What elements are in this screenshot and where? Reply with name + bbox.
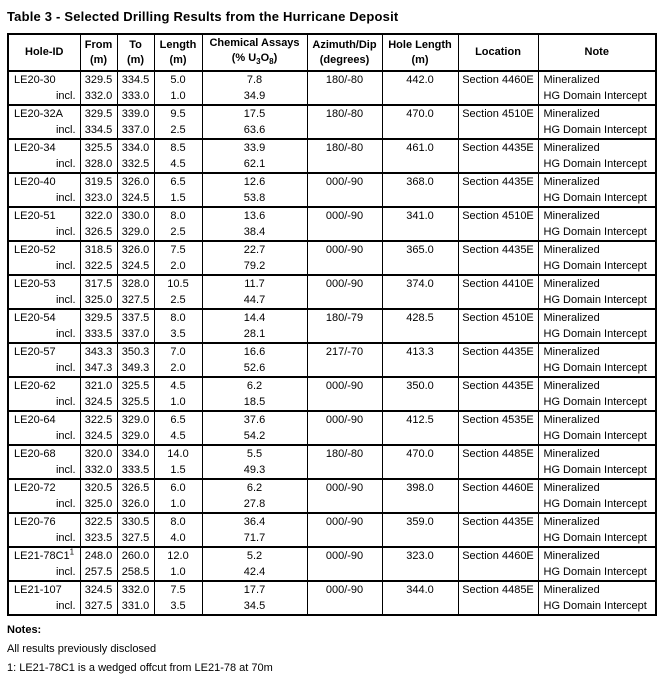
cell-hole-id: [8, 547, 80, 581]
cell-hole-length: 359.0: [382, 513, 458, 547]
cell-from: 343.3 347.3: [80, 343, 117, 377]
cell-hole-id: [8, 513, 80, 547]
table-row: [8, 479, 656, 513]
cell-chemical-assay: 7.8 34.9: [202, 71, 307, 105]
cell-to: 325.5 325.5: [117, 377, 154, 411]
table-row: [8, 411, 656, 445]
incl-label: incl.: [55, 158, 76, 170]
cell-azimuth-dip: 180/-80: [307, 139, 382, 173]
incl-label: incl.: [55, 124, 76, 136]
cell-hole-length: 470.0: [382, 445, 458, 479]
cell-chemical-assay: 13.6 38.4: [202, 207, 307, 241]
cell-hole-length: 428.5: [382, 309, 458, 343]
cell-note: Mineralized HG Domain Intercept: [538, 445, 656, 479]
cell-note: Mineralized HG Domain Intercept: [538, 105, 656, 139]
cell-hole-id: [8, 71, 80, 105]
cell-to: 326.0 324.5: [117, 241, 154, 275]
cell-hole-length: 341.0: [382, 207, 458, 241]
cell-note: Mineralized HG Domain Intercept: [538, 139, 656, 173]
cell-from: 329.5 334.5: [80, 105, 117, 139]
col-header-chemical-assays: Chemical Assays (% $U_3O_8$): [202, 34, 307, 71]
cell-note: Mineralized HG Domain Intercept: [538, 275, 656, 309]
hole-id: LE20-51: [14, 210, 56, 222]
cell-length: 6.5 4.5: [154, 411, 202, 445]
cell-azimuth-dip: 000/-90: [307, 513, 382, 547]
cell-hole-id: [8, 343, 80, 377]
cell-hole-id: [8, 309, 80, 343]
drilling-results-table: [7, 33, 657, 616]
cell-note: Mineralized HG Domain Intercept: [538, 377, 656, 411]
cell-location: Section 4460E: [458, 71, 538, 105]
cell-note: Mineralized HG Domain Intercept: [538, 513, 656, 547]
cell-from: 329.5 333.5: [80, 309, 117, 343]
cell-from: 325.5 328.0: [80, 139, 117, 173]
cell-from: 320.0 332.0: [80, 445, 117, 479]
cell-hole-id: [8, 377, 80, 411]
cell-location: Section 4485E: [458, 445, 538, 479]
incl-label: incl.: [55, 362, 76, 374]
cell-chemical-assay: 12.6 53.8: [202, 173, 307, 207]
cell-location: Section 4435E: [458, 343, 538, 377]
cell-hole-id: [8, 581, 80, 615]
incl-label: incl.: [55, 260, 76, 272]
cell-hole-length: 374.0: [382, 275, 458, 309]
hole-id: LE20-62: [14, 380, 56, 392]
hole-id: LE20-57: [14, 346, 56, 358]
table-row: [8, 547, 656, 581]
table-row: [8, 377, 656, 411]
cell-from: 324.5 327.5: [80, 581, 117, 615]
cell-hole-length: 398.0: [382, 479, 458, 513]
cell-hole-length: 350.0: [382, 377, 458, 411]
header-row: [8, 34, 656, 71]
cell-length: 9.5 2.5: [154, 105, 202, 139]
cell-to: 337.5 337.0: [117, 309, 154, 343]
cell-chemical-assay: 33.9 62.1: [202, 139, 307, 173]
cell-note: Mineralized HG Domain Intercept: [538, 581, 656, 615]
cell-hole-id: [8, 445, 80, 479]
cell-from: 317.5 325.0: [80, 275, 117, 309]
hole-id: LE20-72: [14, 482, 56, 494]
hole-id: LE20-54: [14, 312, 56, 324]
cell-location: Section 4435E: [458, 173, 538, 207]
incl-label: incl.: [55, 226, 76, 238]
cell-hole-length: 442.0: [382, 71, 458, 105]
hole-id: LE21-107: [14, 584, 62, 596]
incl-label: incl.: [55, 90, 76, 102]
incl-label: incl.: [55, 396, 76, 408]
cell-to: 326.5 326.0: [117, 479, 154, 513]
cell-note: Mineralized HG Domain Intercept: [538, 479, 656, 513]
cell-length: 7.0 2.0: [154, 343, 202, 377]
cell-hole-length: 323.0: [382, 547, 458, 581]
cell-location: Section 4510E: [458, 105, 538, 139]
notes-section: [7, 623, 660, 676]
incl-label: incl.: [55, 600, 76, 612]
table-row: [8, 173, 656, 207]
table-row: [8, 241, 656, 275]
cell-azimuth-dip: 180/-80: [307, 445, 382, 479]
cell-length: 8.5 4.5: [154, 139, 202, 173]
table-row: [8, 309, 656, 343]
cell-hole-id: [8, 275, 80, 309]
cell-length: 5.0 1.0: [154, 71, 202, 105]
cell-azimuth-dip: 000/-90: [307, 411, 382, 445]
incl-label: incl.: [55, 294, 76, 306]
cell-hole-id: [8, 411, 80, 445]
cell-location: Section 4460E: [458, 547, 538, 581]
cell-azimuth-dip: 000/-90: [307, 173, 382, 207]
hole-id: LE21-78C1: [14, 550, 70, 562]
cell-location: Section 4460E: [458, 479, 538, 513]
cell-note: Mineralized HG Domain Intercept: [538, 207, 656, 241]
cell-length: 6.0 1.0: [154, 479, 202, 513]
cell-length: 8.0 2.5: [154, 207, 202, 241]
cell-to: 329.0 329.0: [117, 411, 154, 445]
cell-location: Section 4510E: [458, 207, 538, 241]
cell-location: Section 4510E: [458, 309, 538, 343]
cell-length: 8.0 4.0: [154, 513, 202, 547]
cell-to: 330.0 329.0: [117, 207, 154, 241]
cell-azimuth-dip: 000/-90: [307, 581, 382, 615]
col-header-hole-length: Hole Length (m): [382, 34, 458, 71]
table-row: [8, 343, 656, 377]
cell-note: Mineralized HG Domain Intercept: [538, 71, 656, 105]
hole-id: LE20-32A: [14, 108, 63, 120]
incl-label: incl.: [55, 430, 76, 442]
cell-location: Section 4435E: [458, 139, 538, 173]
cell-azimuth-dip: 180/-79: [307, 309, 382, 343]
table-header: [8, 34, 656, 71]
cell-chemical-assay: 5.5 49.3: [202, 445, 307, 479]
cell-to: 332.0 331.0: [117, 581, 154, 615]
cell-hole-id: [8, 139, 80, 173]
table-row: [8, 275, 656, 309]
cell-azimuth-dip: 000/-90: [307, 241, 382, 275]
incl-label: incl.: [55, 532, 76, 544]
col-header-to: To (m): [117, 34, 154, 71]
cell-chemical-assay: 22.7 79.2: [202, 241, 307, 275]
cell-to: 260.0 258.5: [117, 547, 154, 581]
cell-to: 350.3 349.3: [117, 343, 154, 377]
table-row: [8, 105, 656, 139]
cell-note: Mineralized HG Domain Intercept: [538, 547, 656, 581]
cell-hole-length: 344.0: [382, 581, 458, 615]
cell-hole-id: [8, 207, 80, 241]
cell-note: Mineralized HG Domain Intercept: [538, 173, 656, 207]
cell-azimuth-dip: 000/-90: [307, 377, 382, 411]
footnote-marker: 1: [69, 547, 75, 557]
cell-to: 334.0 333.5: [117, 445, 154, 479]
col-header-hole-id: Hole-ID: [8, 34, 80, 71]
cell-from: 320.5 325.0: [80, 479, 117, 513]
cell-length: 7.5 3.5: [154, 581, 202, 615]
cell-chemical-assay: 6.2 27.8: [202, 479, 307, 513]
cell-to: 339.0 337.0: [117, 105, 154, 139]
table-row: [8, 139, 656, 173]
cell-hole-id: [8, 479, 80, 513]
col-header-length: Length (m): [154, 34, 202, 71]
col-header-azimuth-dip: Azimuth/Dip (degrees): [307, 34, 382, 71]
col-header-note: Note: [538, 34, 656, 71]
incl-label: incl.: [55, 566, 76, 578]
cell-chemical-assay: 36.4 71.7: [202, 513, 307, 547]
hole-id: LE20-34: [14, 142, 56, 154]
cell-note: Mineralized HG Domain Intercept: [538, 309, 656, 343]
cell-azimuth-dip: 180/-80: [307, 71, 382, 105]
cell-length: 12.0 1.0: [154, 547, 202, 581]
cell-to: 326.0 324.5: [117, 173, 154, 207]
hole-id: LE20-52: [14, 244, 56, 256]
cell-length: 8.0 3.5: [154, 309, 202, 343]
hole-id: LE20-76: [14, 516, 56, 528]
cell-location: Section 4485E: [458, 581, 538, 615]
cell-hole-length: 461.0: [382, 139, 458, 173]
cell-azimuth-dip: 000/-90: [307, 207, 382, 241]
cell-from: 322.0 326.5: [80, 207, 117, 241]
cell-hole-length: 470.0: [382, 105, 458, 139]
cell-from: 329.5 332.0: [80, 71, 117, 105]
incl-label: incl.: [55, 328, 76, 340]
cell-azimuth-dip: 000/-90: [307, 479, 382, 513]
cell-length: 7.5 2.0: [154, 241, 202, 275]
cell-from: 322.5 324.5: [80, 411, 117, 445]
cell-location: Section 4435E: [458, 377, 538, 411]
cell-location: Section 4435E: [458, 513, 538, 547]
notes-heading: Notes:: [7, 624, 42, 636]
cell-azimuth-dip: 180/-80: [307, 105, 382, 139]
cell-azimuth-dip: 000/-90: [307, 275, 382, 309]
cell-from: 321.0 324.5: [80, 377, 117, 411]
cell-hole-id: [8, 173, 80, 207]
col-header-from: From (m): [80, 34, 117, 71]
hole-id: LE20-40: [14, 176, 56, 188]
cell-from: 319.5 323.0: [80, 173, 117, 207]
cell-from: 322.5 323.5: [80, 513, 117, 547]
cell-hole-length: 368.0: [382, 173, 458, 207]
cell-location: Section 4535E: [458, 411, 538, 445]
table-row: [8, 513, 656, 547]
cell-length: 4.5 1.0: [154, 377, 202, 411]
hole-id: LE20-53: [14, 278, 56, 290]
page-title: Table 3 - Selected Drilling Results from the Hurricane Deposit: [7, 9, 399, 24]
hole-id: LE20-64: [14, 414, 56, 426]
cell-to: 334.5 333.0: [117, 71, 154, 105]
table-row: [8, 207, 656, 241]
incl-label: incl.: [55, 498, 76, 510]
cell-note: Mineralized HG Domain Intercept: [538, 411, 656, 445]
table-row: [8, 445, 656, 479]
cell-chemical-assay: 17.7 34.5: [202, 581, 307, 615]
table-row: [8, 71, 656, 105]
hole-id: LE20-30: [14, 74, 56, 86]
cell-azimuth-dip: 000/-90: [307, 547, 382, 581]
cell-hole-id: [8, 105, 80, 139]
cell-note: Mineralized HG Domain Intercept: [538, 241, 656, 275]
cell-from: 248.0 257.5: [80, 547, 117, 581]
cell-chemical-assay: 6.2 18.5: [202, 377, 307, 411]
cell-chemical-assay: 16.6 52.6: [202, 343, 307, 377]
cell-azimuth-dip: 217/-70: [307, 343, 382, 377]
cell-location: Section 4410E: [458, 275, 538, 309]
incl-label: incl.: [55, 192, 76, 204]
cell-chemical-assay: 17.5 63.6: [202, 105, 307, 139]
cell-note: Mineralized HG Domain Intercept: [538, 343, 656, 377]
cell-location: Section 4435E: [458, 241, 538, 275]
incl-label: incl.: [55, 464, 76, 476]
table-row: [8, 581, 656, 615]
cell-chemical-assay: 5.2 42.4: [202, 547, 307, 581]
cell-length: 14.0 1.5: [154, 445, 202, 479]
cell-to: 328.0 327.5: [117, 275, 154, 309]
cell-length: 10.5 2.5: [154, 275, 202, 309]
cell-length: 6.5 1.5: [154, 173, 202, 207]
col-header-location: Location: [458, 34, 538, 71]
cell-to: 330.5 327.5: [117, 513, 154, 547]
table-body: [8, 71, 656, 615]
cell-hole-length: 413.3: [382, 343, 458, 377]
cell-chemical-assay: 37.6 54.2: [202, 411, 307, 445]
cell-hole-id: [8, 241, 80, 275]
cell-chemical-assay: 14.4 28.1: [202, 309, 307, 343]
note-line-1: All results previously disclosed: [7, 643, 157, 655]
cell-from: 318.5 322.5: [80, 241, 117, 275]
cell-to: 334.0 332.5: [117, 139, 154, 173]
cell-chemical-assay: 11.7 44.7: [202, 275, 307, 309]
cell-hole-length: 412.5: [382, 411, 458, 445]
cell-hole-length: 365.0: [382, 241, 458, 275]
hole-id: LE20-68: [14, 448, 56, 460]
note-line-2: 1: LE21-78C1 is a wedged offcut from LE21-78 at 70m: [7, 662, 273, 674]
